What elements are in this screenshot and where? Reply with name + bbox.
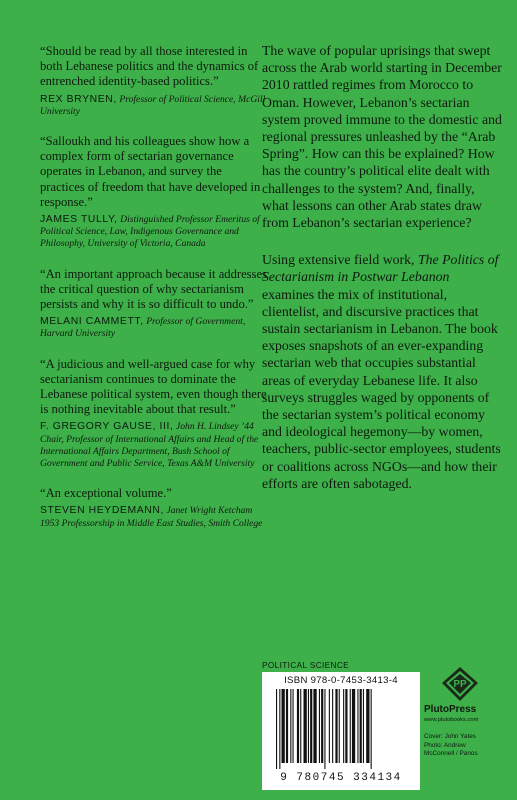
book-description-column — [262, 42, 502, 512]
pluto-logo-icon — [440, 666, 480, 702]
quote-attribution — [40, 94, 268, 118]
barcode-bar — [276, 689, 277, 769]
barcode-bar — [339, 689, 340, 763]
barcode-bar — [293, 689, 294, 763]
endorser-name: REX BRYNEN, — [40, 93, 117, 105]
barcode-bar — [352, 689, 355, 763]
barcode-bar — [279, 689, 280, 769]
quote-text: “An exceptional volume.” — [40, 486, 172, 501]
endorser-role: Janet Wright Ketcham 1953 Professorship in Middle East Studies, Smith College — [40, 505, 263, 529]
endorsement-quote — [40, 486, 268, 530]
barcode-bar — [329, 689, 330, 763]
barcode-bar — [324, 689, 325, 769]
barcode-bar — [282, 689, 285, 763]
endorser-name: MELANI CAMMETT, — [40, 316, 144, 328]
description-body: examines the mix of institutional, clientelist, and discursive practices that sustain sectarianism in Lebanon. The book exposes snapshots of an ever-expanding sectarian web that occupies substantial areas of everyday Lebanese life. It also surveys struggles waged by opponents of the sectarian system’s political economy and ideological hegemony—by women, teachers, public-sector employees, students or coalitions across NGOs—and how their efforts are often sabotaged. — [262, 286, 501, 491]
description-lead: Using extensive field work, — [262, 252, 415, 268]
barcode-bar — [363, 689, 364, 763]
photo-credit: Photo: Andrew — [424, 741, 466, 749]
endorser-name: STEVEN HEYDEMANN, — [40, 505, 164, 517]
quote-attribution — [40, 214, 268, 251]
endorsement-quote — [40, 44, 268, 118]
barcode-bar — [332, 689, 333, 763]
barcode-bar — [366, 689, 369, 763]
endorser-name: F. GREGORY GAUSE, III, — [40, 421, 174, 433]
endorser-role: Professor of Government, Harvard University — [40, 316, 246, 340]
barcode-bar — [321, 689, 323, 763]
barcode-bar — [310, 689, 312, 763]
book-title: The Politics of Sectarianism in Postwar Lebanon — [262, 252, 499, 285]
quote-text: “Should be read by all those interested in both Lebanese politics and the dynamics of entrenched identity-based politics.” — [40, 44, 259, 89]
publisher-url: www.plutobooks.com — [424, 717, 479, 723]
barcode-bar — [286, 689, 288, 763]
barcode-bar — [360, 689, 362, 763]
barcode-bar — [345, 689, 347, 763]
quote-attribution — [40, 316, 268, 340]
barcode-bar — [350, 689, 351, 763]
barcode-bar — [297, 689, 299, 763]
endorsement-quote — [40, 357, 268, 471]
photo-credit-cont: McConnell / Panos — [424, 750, 478, 758]
quote-attribution — [40, 421, 268, 470]
quote-text: “A judicious and well-argued case for why sectarianism continues to dominate the Lebanese political system, even though there is nothing inevitable about that result.” — [40, 356, 267, 417]
publisher-name: PlutoPress — [424, 704, 477, 715]
endorsements-column — [40, 44, 268, 546]
description-paragraph — [262, 251, 502, 492]
barcode-bar — [308, 689, 309, 763]
barcode-bar — [304, 689, 307, 763]
endorser-role: Distinguished Professor Emeritus of Political Science, Law, Indigenous Governance and Philosophy, University of Victoria, Canada — [40, 214, 260, 250]
quote-text: “Salloukh and his colleagues show how a complex form of sectarian governance operates in Lebanon, and survey the practices of freedom that have developed in response.” — [40, 134, 261, 209]
barcode-icon — [270, 689, 412, 769]
barcode-bar — [300, 689, 301, 763]
endorsement-quote — [40, 134, 268, 251]
quote-text: “An important approach because it addresses the critical question of why sectarianism persists and why it is so difficult to undo.” — [40, 266, 267, 312]
barcode-panel — [262, 672, 420, 790]
cover-credits — [424, 733, 510, 759]
subject-category: POLITICAL SCIENCE — [262, 661, 350, 670]
endorser-role: John H. Lindsey ’44 Chair, Professor of International Affairs and Head of the International Affairs Department, Bush School of Government and Public Service, Texas A&M University — [40, 421, 259, 470]
endorser-role: Professor of Political Science, McGill University — [40, 93, 266, 117]
description-paragraph: The wave of popular uprisings that swept across the Arab world starting in December 2010 rattled regimes from Morocco to Oman. However, Lebanon’s sectarian system proved immune to the domestic and regional pressures unleashed by the “Arab Spring”. How can this be explained? How has the country’s political elite dealt with challenges to the system? And, finally, what lessons can other Arab states draw from Lebanon’s sectarian experience? — [262, 43, 502, 231]
endorsement-quote — [40, 267, 268, 341]
isbn-label: ISBN 978-0-7453-3413-4 — [284, 675, 398, 686]
quote-attribution — [40, 505, 268, 529]
barcode-bar — [343, 689, 344, 763]
barcode-bar — [313, 689, 316, 763]
endorser-name: JAMES TULLY, — [40, 214, 118, 226]
cover-credit: Cover: John Yates — [424, 733, 476, 740]
logo-letters: PP — [453, 679, 467, 690]
barcode-bar — [371, 689, 372, 769]
ean-digits: 9 780745 334134 — [280, 772, 402, 784]
barcode-bar — [357, 689, 358, 763]
barcode-bar — [319, 689, 320, 763]
barcode-bar — [290, 689, 291, 763]
barcode-bar — [335, 689, 337, 763]
